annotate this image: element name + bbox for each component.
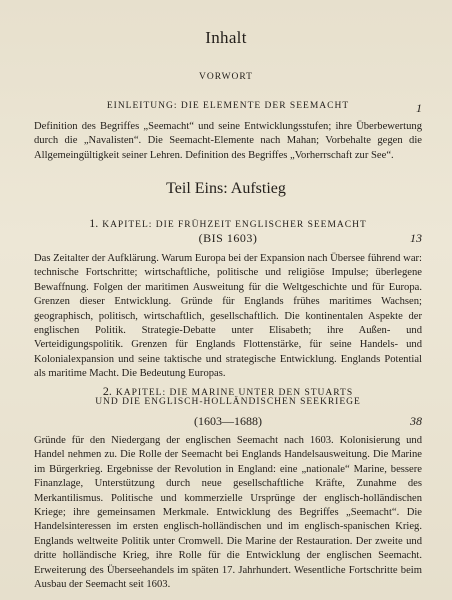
intro-title: EINLEITUNG: DIE ELEMENTE DER SEEMACHT [106,101,350,111]
vorwort-heading: VORWORT [199,72,253,82]
chapter1-title-line [34,214,422,232]
chapter2-title-part2: UND DIE ENGLISCH-HOLLÄNDISCHEN SEEKRIEGE [95,397,361,407]
chapter1-summary: Das Zeitalter der Aufklärung. Warum Europa bei der Expansion nach Übersee führend war: technische Fortschritte; wirtschaftliche, politische und religiöse Impulse; überlegene Bewaffnung. Folgen der maritimen Ausweitung für die Weltgeschichte und für Europa. Grenzen dieser Entwicklung. Gründe für Englands frühes maritimes Wachsen; geographisch, politisch, wirtschaftlich, gesellschaftlich. Die kontinentalen Aspekte der englischen Politik. Strategie-Debatte unter Elisabeth; ihre Außen- und Verteidigungspolitik. Grenzen für Englands Flottenstärke, für seine Handels- und Kolonialexpansion und seine taktische und strategische Entwicklung. Englands Potential als maritime Macht. Die Bedeutung Europas. [34,253,422,380]
chapter1-dates: (BIS 1603) [198,231,258,245]
page-title: Inhalt [205,28,247,47]
chapter2-title-part1: KAPITEL: DIE MARINE UNTER DEN STUARTS [115,388,354,398]
chapter2-summary: Gründe für den Niedergang der englischen Seemacht nach 1603. Kolonisierung und Handel nehmen zu. Die Rolle der Seemacht bei Englands Handelsausweitung. Die Marine im Bürgerkrieg. Ergebnisse der Revolution in England: eine „nationale“ Marine, bessere Finanzlage, Unterstützung durch neue gesellschaftliche Kräfte, Zunahme des Merkantilismus. Politische und kommerzielle Ursprünge der englisch-holländischen Kriege; ihre gemeinsamen Merkmale. Entwicklung des Begriffes „Seemacht“. Die Handelsinteressen im ersten englisch-holländischen und im englisch-spanischen Krieg. Englands weltweite Politik unter Cromwell. Die Marine der Restauration. Der zweite und dritte holländische Krieg, ihre Rolle für die Entwicklung der englischen Seemacht. Erweiterung des Überseehandels im späten 17. Jahrhundert. Wesentliche Fortschritte beim Ausbau der Seemacht seit 1603. [34,435,422,591]
intro-page-number: 1 [416,101,422,115]
chapter1-dates-row [34,231,422,246]
intro-summary: Definition des Begriffes „Seemacht“ und seine Entwicklungsstufen; ihre Überbewertung durch die „Navalisten“. Die Seemacht-Elemente nach Mahan; Vorbehalte gegen die Allgemeingültigkeit seiner Lehren. Definition des Begriffes „Vorherrschaft zur See“. [34,121,422,161]
intro-heading-row [34,101,422,115]
chapter2-number: 2. [102,384,112,398]
chapter1-number: 1. [89,216,99,230]
chapter2-dates: (1603—1688) [194,414,262,428]
chapter1-title: KAPITEL: DIE FRÜHZEIT ENGLISCHER SEEMACHT [102,220,367,230]
chapter1-heading-row [34,214,422,232]
chapter2-page-number: 38 [410,414,422,428]
part-title: Teil Eins: Aufstieg [166,180,286,197]
chapter2-dates-row [34,414,422,429]
chapter1-page-number: 13 [410,231,422,245]
chapter2-title-row2 [34,397,422,407]
